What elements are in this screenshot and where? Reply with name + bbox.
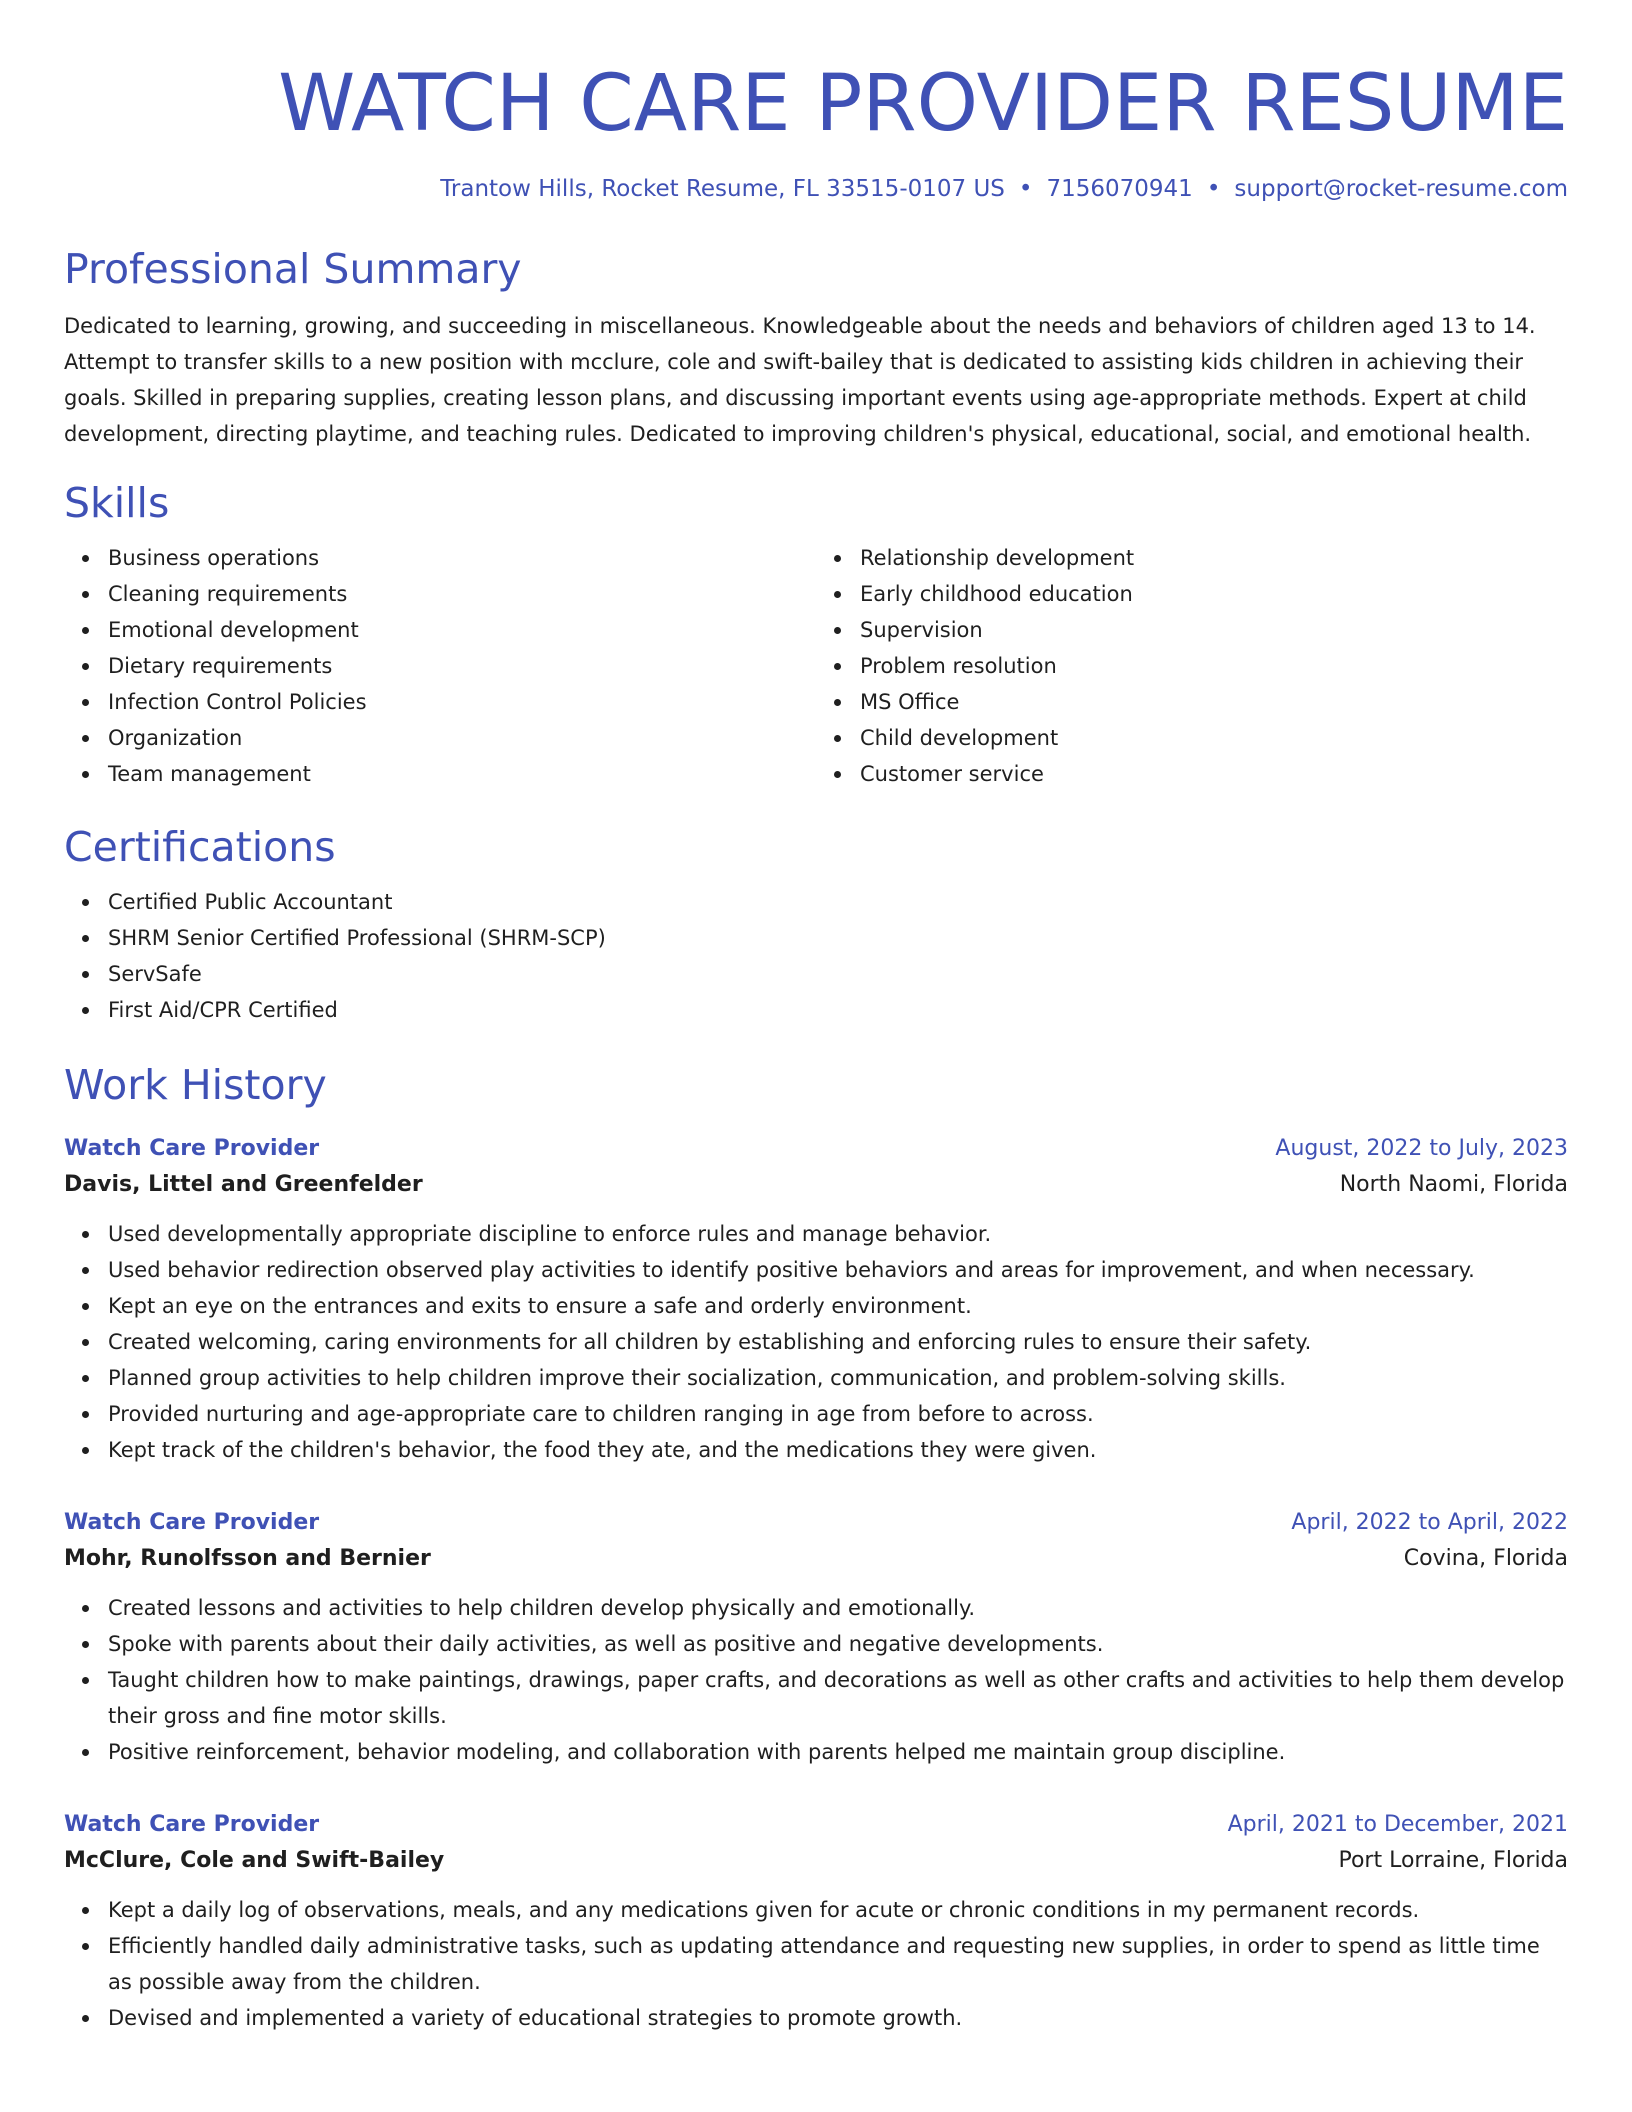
skill-item: Relationship development xyxy=(860,540,1568,576)
contact-separator: • xyxy=(1018,176,1033,202)
summary-heading: Professional Summary xyxy=(64,245,522,293)
summary-text: Dedicated to learning, growing, and succeeding in miscellaneous. Knowledgeable about the needs and behaviors of children aged 13 to 14. Attempt to transfer skills to a new position with mcclure, cole and swift-bailey that is dedicated to assisting kids children in achieving their goals. Skilled in preparing supplies, creating lesson plans, and discussing important events using age-appropriate methods. Expert at child development, directing playtime, and teaching rules. Dedicated to improving children's physical, educational, social, and emotional health. xyxy=(64,314,1536,446)
job-bullets xyxy=(64,1892,1568,2036)
skills-list-right xyxy=(816,540,1568,792)
job-title: Watch Care Provider xyxy=(64,1136,320,1161)
skill-item: Supervision xyxy=(860,612,1568,648)
job-bullet: Created welcoming, caring environments for all children by establishing and enforcing rules to ensure their safety. xyxy=(108,1324,1568,1360)
contact-email[interactable]: support@rocket-resume.com xyxy=(1234,176,1568,202)
skill-item: Organization xyxy=(108,720,816,756)
certification-item: SHRM Senior Certified Professional (SHRM-SCP) xyxy=(108,920,1568,956)
job-title: Watch Care Provider xyxy=(64,1812,320,1837)
job-entry xyxy=(64,1808,1568,2036)
skill-item: Team management xyxy=(108,756,816,792)
job-bullet: Created lessons and activities to help children develop physically and emotionally. xyxy=(108,1590,1568,1626)
skills-list-left xyxy=(64,540,816,792)
skill-item: Business operations xyxy=(108,540,816,576)
skill-item: Problem resolution xyxy=(860,648,1568,684)
job-header xyxy=(64,1808,1568,1842)
skill-item: Customer service xyxy=(860,756,1568,792)
job-dates: August, 2022 to July, 2023 xyxy=(1275,1136,1568,1161)
job-subheader xyxy=(64,1842,1568,1880)
job-bullet: Devised and implemented a variety of educational strategies to promote growth. xyxy=(108,2000,1568,2036)
job-entry xyxy=(64,1132,1568,1468)
job-dates: April, 2021 to December, 2021 xyxy=(1227,1812,1568,1837)
skill-item: Child development xyxy=(860,720,1568,756)
resume-page xyxy=(64,0,1568,2036)
certification-item: ServSafe xyxy=(108,956,1568,992)
job-bullet: Efficiently handled daily administrative tasks, such as updating attendance and requesting new supplies, in order to spend as little time as possible away from the children. xyxy=(108,1928,1568,2000)
skill-item: Infection Control Policies xyxy=(108,684,816,720)
certification-item: Certified Public Accountant xyxy=(108,884,1568,920)
work-history-heading: Work History xyxy=(64,1061,327,1109)
skill-item: Early childhood education xyxy=(860,576,1568,612)
job-bullet: Taught children how to make paintings, drawings, paper crafts, and decorations as well as other crafts and activities to help them develop their gross and fine motor skills. xyxy=(108,1662,1568,1734)
certifications-list xyxy=(64,884,1568,1028)
job-company: McClure, Cole and Swift-Bailey xyxy=(64,1848,445,1873)
skill-item: Dietary requirements xyxy=(108,648,816,684)
resume-title: WATCH CARE PROVIDER RESUME xyxy=(278,59,1568,149)
skill-item: Emotional development xyxy=(108,612,816,648)
job-company: Mohr, Runolfsson and Bernier xyxy=(64,1546,431,1571)
job-company: Davis, Littel and Greenfelder xyxy=(64,1172,423,1197)
job-header xyxy=(64,1132,1568,1166)
job-bullet: Provided nurturing and age-appropriate care to children ranging in age from before to across. xyxy=(108,1396,1568,1432)
skill-item: MS Office xyxy=(860,684,1568,720)
job-header xyxy=(64,1506,1568,1540)
certifications-heading: Certifications xyxy=(64,823,336,871)
job-bullet: Positive reinforcement, behavior modeling, and collaboration with parents helped me maintain group discipline. xyxy=(108,1734,1568,1770)
contact-phone: 7156070941 xyxy=(1046,176,1193,202)
job-bullets xyxy=(64,1216,1568,1468)
job-bullet: Kept track of the children's behavior, the food they ate, and the medications they were given. xyxy=(108,1432,1568,1468)
job-bullet: Used behavior redirection observed play activities to identify positive behaviors and areas for improvement, and when necessary. xyxy=(108,1252,1568,1288)
skills-columns xyxy=(64,540,1568,792)
job-entry xyxy=(64,1506,1568,1770)
job-bullet: Spoke with parents about their daily activities, as well as positive and negative developments. xyxy=(108,1626,1568,1662)
job-location: Port Lorraine, Florida xyxy=(1338,1848,1568,1873)
certification-item: First Aid/CPR Certified xyxy=(108,992,1568,1028)
skills-heading: Skills xyxy=(64,479,170,527)
job-bullet: Used developmentally appropriate discipline to enforce rules and manage behavior. xyxy=(108,1216,1568,1252)
contact-separator: • xyxy=(1206,176,1221,202)
job-bullet: Kept an eye on the entrances and exits to ensure a safe and orderly environment. xyxy=(108,1288,1568,1324)
job-subheader xyxy=(64,1540,1568,1578)
job-location: Covina, Florida xyxy=(1403,1546,1568,1571)
job-bullet: Planned group activities to help children improve their socialization, communication, and problem-solving skills. xyxy=(108,1360,1568,1396)
job-bullet: Kept a daily log of observations, meals, and any medications given for acute or chronic conditions in my permanent records. xyxy=(108,1892,1568,1928)
job-dates: April, 2022 to April, 2022 xyxy=(1291,1510,1568,1535)
job-subheader xyxy=(64,1166,1568,1204)
contact-line xyxy=(64,174,1568,204)
job-title: Watch Care Provider xyxy=(64,1510,320,1535)
job-location: North Naomi, Florida xyxy=(1339,1172,1568,1197)
skill-item: Cleaning requirements xyxy=(108,576,816,612)
contact-address: Trantow Hills, Rocket Resume, FL 33515-0107 US xyxy=(440,176,1005,202)
job-bullets xyxy=(64,1590,1568,1770)
